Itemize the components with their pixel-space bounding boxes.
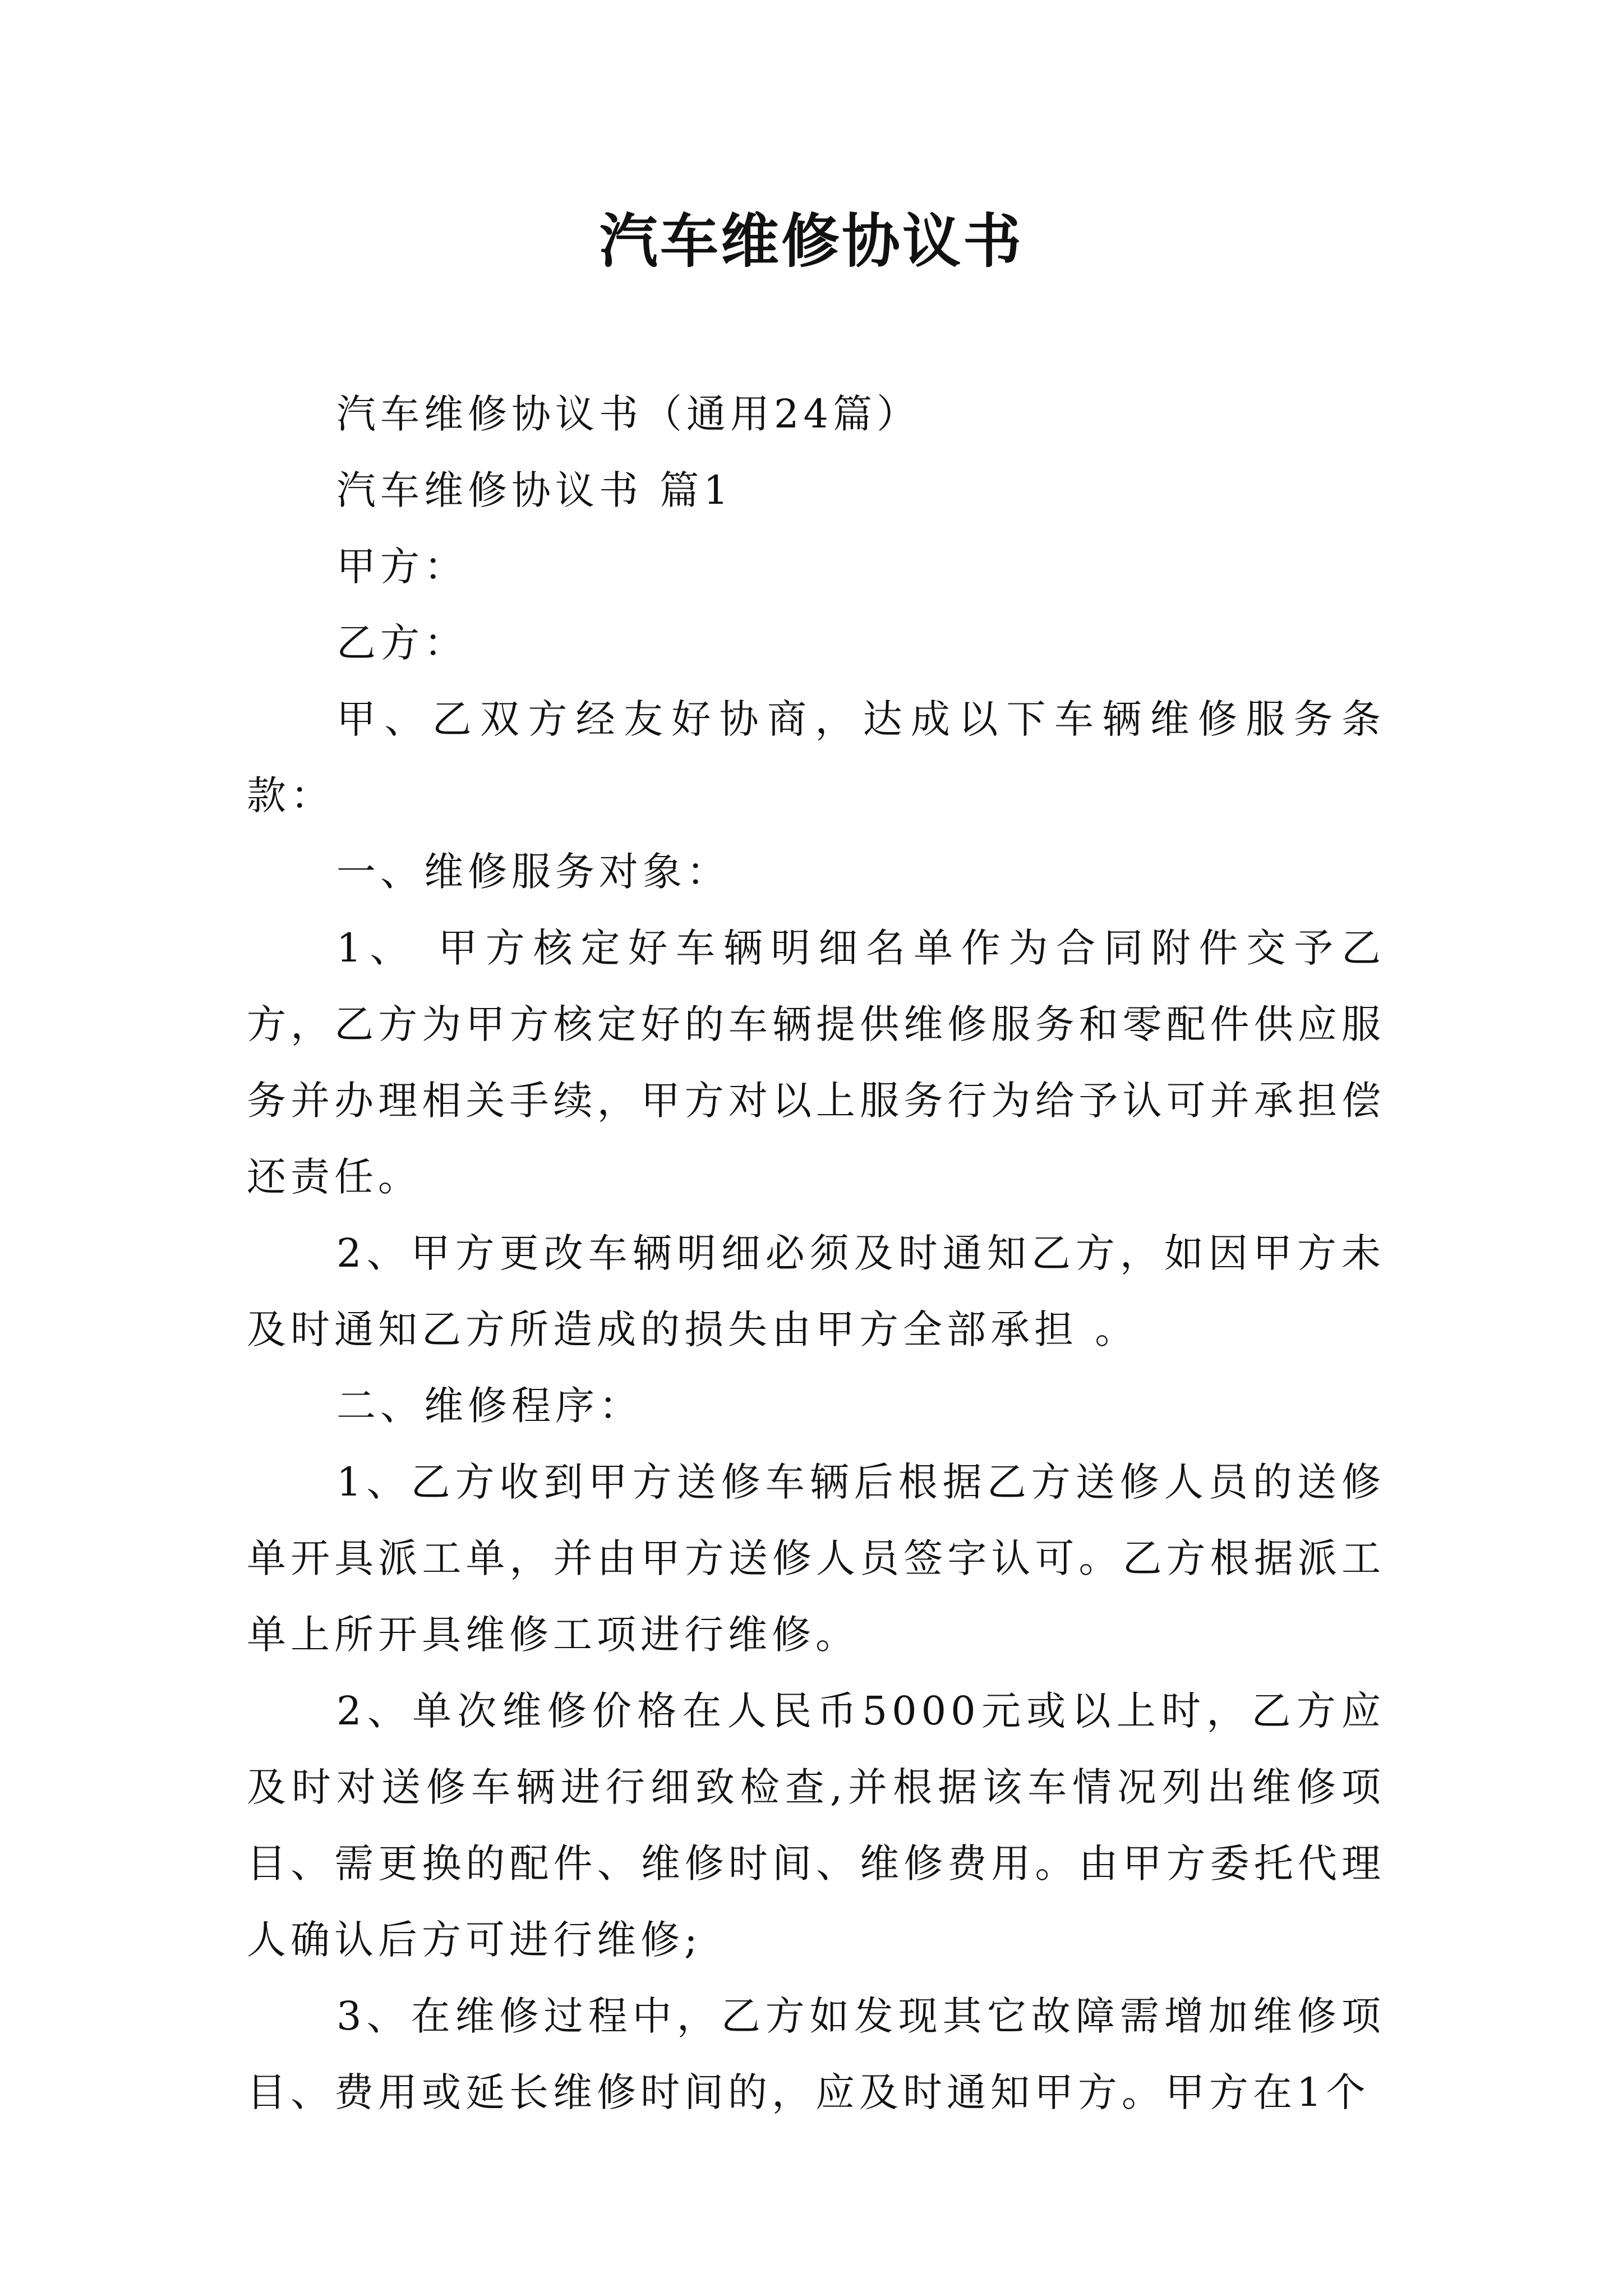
section-heading: 汽车维修协议书 篇1 — [336, 467, 733, 513]
party-b-line: 乙方： — [336, 620, 468, 666]
clause-paragraph: 2、单次维修价格在人民币5000元或以上时，乙方应及时对送修车辆进行细致检查,并根据该车情况列出维修项目、需更换的配件、维修时间、维修费用。由甲方委托代理人确认后方可进行维修; — [247, 1688, 1385, 1963]
clause-paragraph: 3、在维修过程中，乙方如发现其它故障需增加维修项目、费用或延长维修时间的，应及时通知甲方。甲方在1个 — [247, 1993, 1385, 2115]
document-title: 汽车维修协议书 — [599, 207, 1023, 275]
clause-paragraph: 2、甲方更改车辆明细必须及时通知乙方，如因甲方未及时通知乙方所造成的损失由甲方全部承担 。 — [247, 1230, 1385, 1352]
clause-heading: 二、维修程序： — [336, 1383, 643, 1429]
party-a-line: 甲方： — [336, 544, 468, 590]
document-body — [247, 376, 1385, 2131]
clause-paragraph: 1、 甲方核定好车辆明细名单作为合同附件交予乙方，乙方为甲方核定好的车辆提供维修服务和零配件供应服务并办理相关手续，甲方对以上服务行为给予认可并承担偿还责任。 — [247, 925, 1385, 1200]
clause-paragraph: 1、乙方收到甲方送修车辆后根据乙方送修人员的送修单开具派工单，并由甲方送修人员签字认可。乙方根据派工单上所开具维修工项进行维修。 — [247, 1459, 1385, 1658]
clause-heading: 一、维修服务对象： — [336, 849, 730, 895]
intro-paragraph: 甲、乙双方经友好协商，达成以下车辆维修服务条款： — [247, 696, 1385, 818]
subtitle-line: 汽车维修协议书（通用24篇） — [336, 391, 921, 437]
